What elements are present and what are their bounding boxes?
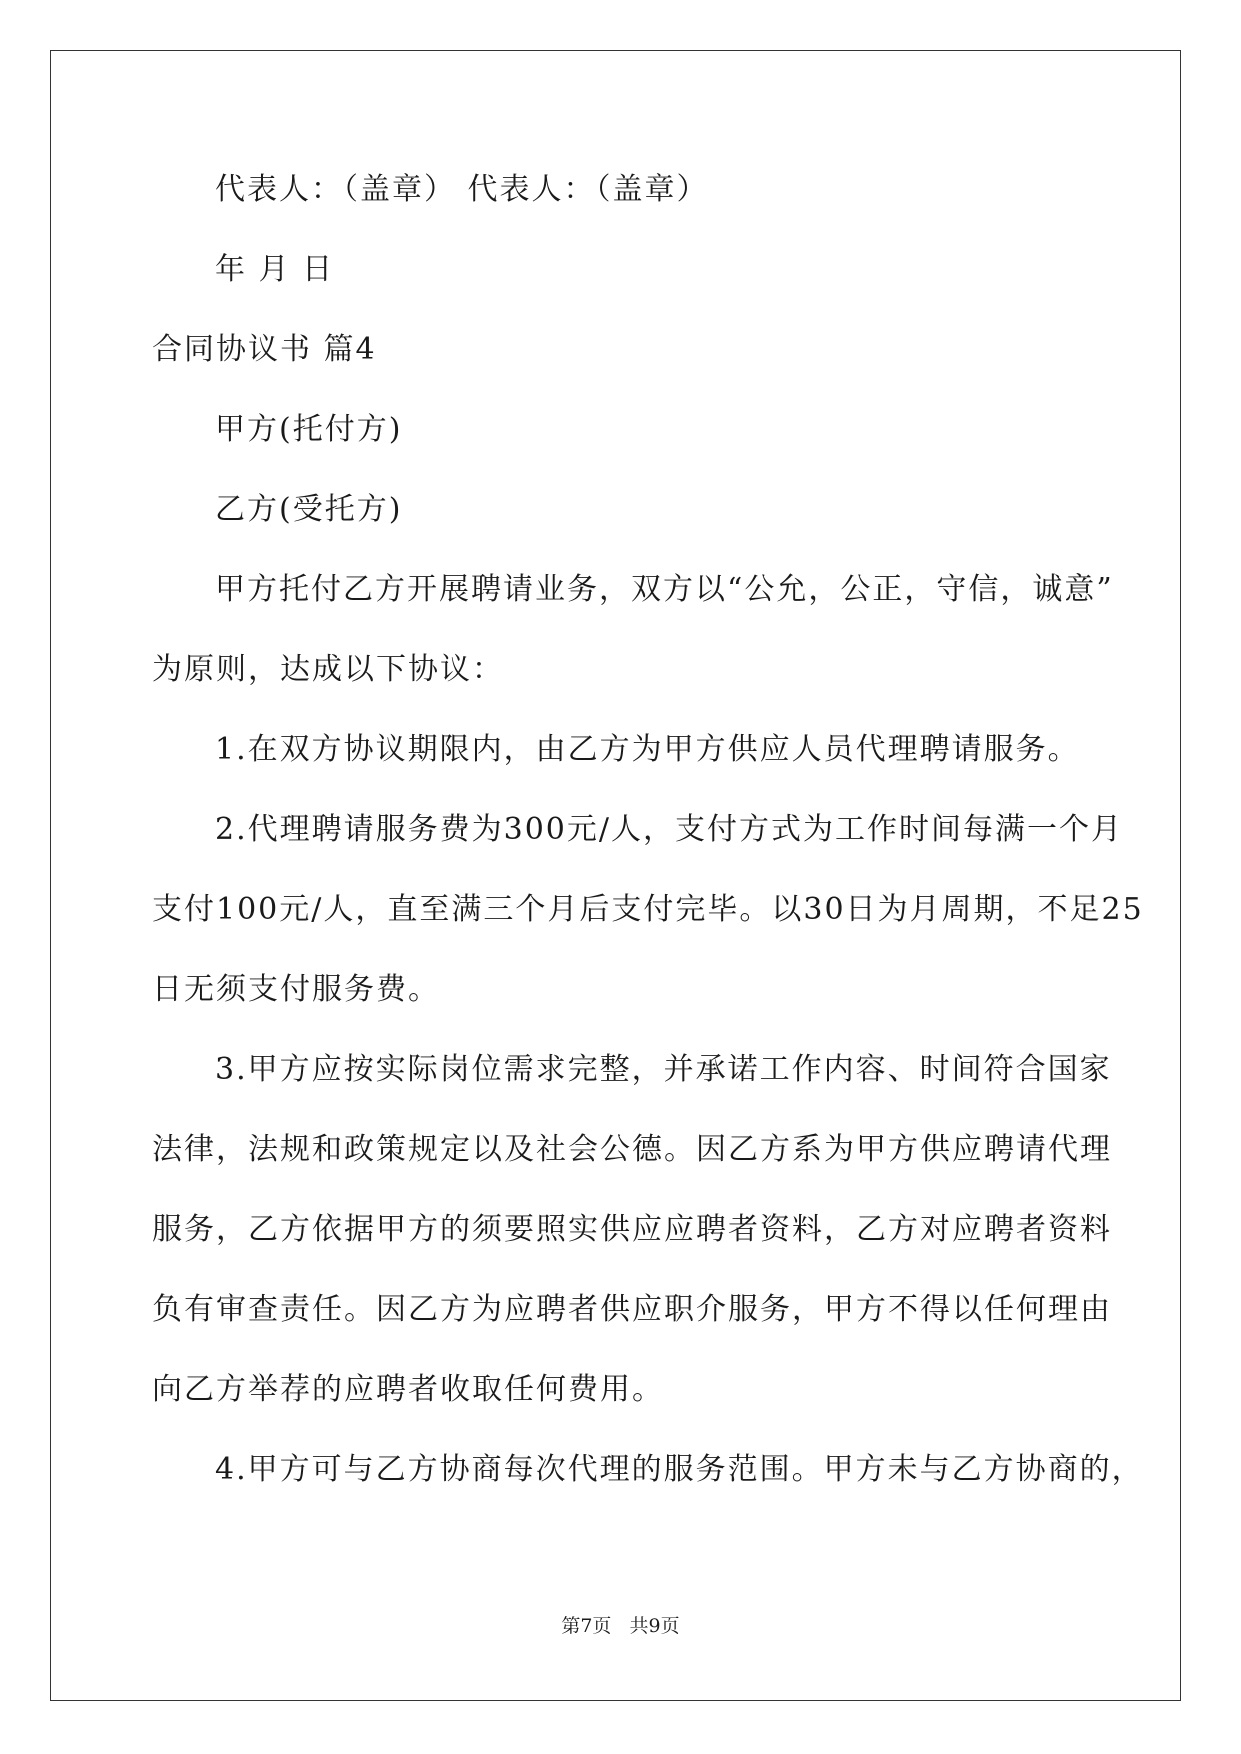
paragraph-line: 支付100元/人，直至满三个月后支付完毕。以30日为月周期，不足25 <box>152 892 1144 927</box>
paragraph-line: 负有审查责任。因乙方为应聘者供应职介服务，甲方不得以任何理由 <box>152 1292 1112 1327</box>
paragraph-line: 甲方托付乙方开展聘请业务，双方以“公允，公正，守信，诚意” <box>215 572 1114 607</box>
date-line: 年 月 日 <box>215 252 335 287</box>
paragraph-line: 4.甲方可与乙方协商每次代理的服务范围。甲方未与乙方协商的， <box>215 1452 1144 1487</box>
page-footer <box>0 1614 1241 1638</box>
signature-line: 代表人：（盖章） 代表人：（盖章） <box>215 172 709 207</box>
party-a-line: 甲方(托付方) <box>215 412 403 447</box>
page-number: 第7页 共9页 <box>561 1615 680 1637</box>
paragraph-line: 3.甲方应按实际岗位需求完整，并承诺工作内容、时间符合国家 <box>215 1052 1112 1087</box>
paragraph-line: 向乙方举荐的应聘者收取任何费用。 <box>152 1372 664 1407</box>
section-heading: 合同协议书 篇4 <box>152 332 377 367</box>
party-b-line: 乙方(受托方) <box>215 492 403 527</box>
paragraph-line: 2.代理聘请服务费为300元/人，支付方式为工作时间每满一个月 <box>215 812 1123 847</box>
paragraph-line: 1.在双方协议期限内，由乙方为甲方供应人员代理聘请服务。 <box>215 732 1080 767</box>
paragraph-line: 服务，乙方依据甲方的须要照实供应应聘者资料，乙方对应聘者资料 <box>152 1212 1112 1247</box>
paragraph-line: 为原则，达成以下协议： <box>152 652 504 687</box>
paragraph-line: 日无须支付服务费。 <box>152 972 440 1007</box>
paragraph-line: 法律，法规和政策规定以及社会公德。因乙方系为甲方供应聘请代理 <box>152 1132 1112 1167</box>
